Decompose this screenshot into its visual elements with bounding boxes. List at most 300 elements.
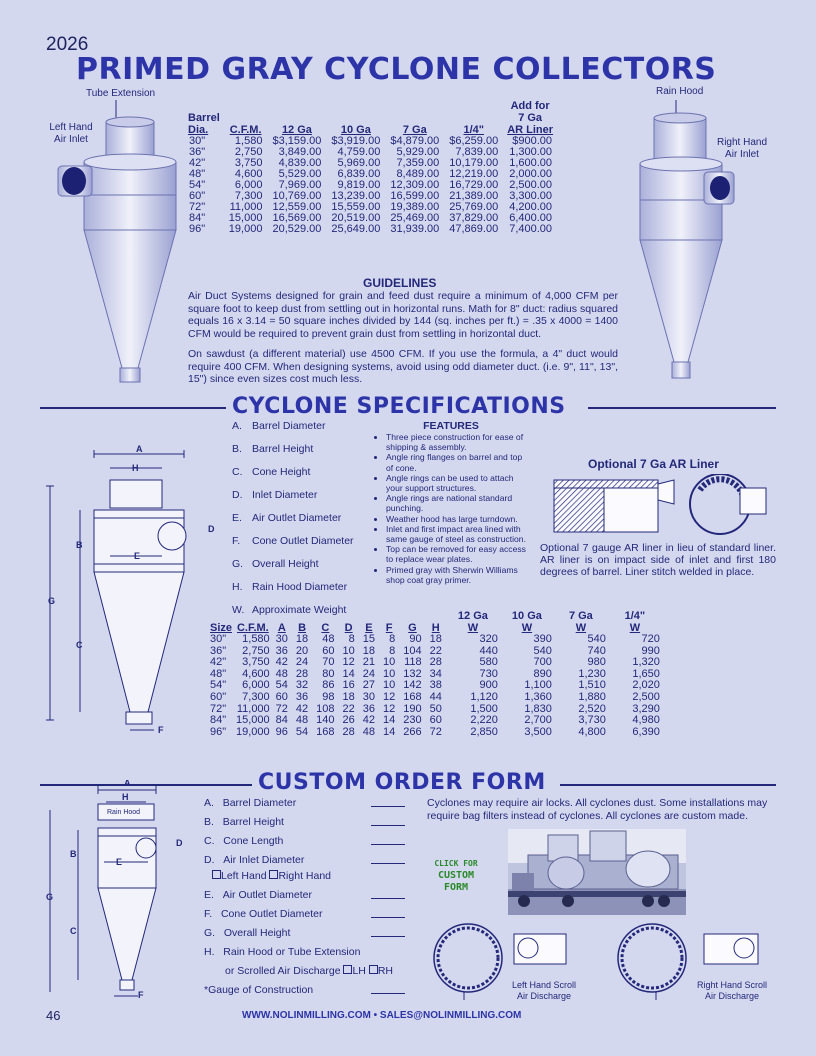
spec-table-body: [208, 634, 662, 738]
price-cell: 4,759.00: [337, 146, 381, 158]
spec-cell: 36: [275, 644, 288, 657]
rh-label: RH: [377, 965, 393, 977]
spec-letter: F.: [232, 535, 241, 547]
spec-cell: 7,300: [242, 690, 270, 703]
spec-cell: 720: [641, 633, 660, 645]
left-inlet-label-2: Air Inlet: [54, 134, 88, 145]
price-table-header: [184, 100, 557, 136]
spec-cell: 14: [383, 714, 396, 727]
spec-cell: 1,510: [578, 679, 606, 692]
spec-col-header: B: [298, 622, 307, 634]
price-cell: 25,769.00: [449, 201, 499, 213]
price-row: [184, 224, 557, 235]
spec-row: [208, 715, 662, 727]
spec-cell: 980: [587, 656, 606, 669]
spec-cell: 26: [342, 714, 355, 727]
guidelines-paragraph-2: On sawdust (a different material) use 4500 CFM. If you use the formula, a 4" duct would require 400 CFM. When designing systems, avoid using odd diameter duct. (i.e. 9", 11", 13", 15") since even sizes cost much less.: [188, 348, 618, 385]
spec-cell: 28: [429, 656, 442, 669]
feature-item: • Angle rings can be used to attach your support structures.: [386, 473, 526, 493]
divider-right: [588, 407, 776, 409]
order-diagram: [44, 780, 194, 1000]
spec-cell: 1,120: [470, 690, 498, 703]
price-table-body: [184, 136, 557, 235]
spec-cell: 11,000: [236, 702, 270, 715]
footer-contact[interactable]: WWW.NOLINMILLING.COM • SALES@NOLINMILLING.COM: [242, 1010, 522, 1021]
spec-col-header: D: [344, 622, 353, 634]
feature-item: • Weather hood has large turndown.: [386, 514, 526, 524]
spec-cell: 44: [429, 690, 442, 703]
price-cell: 21,389.00: [449, 190, 499, 202]
spec-cell: 10: [383, 667, 396, 680]
guidelines-paragraph-1: Air Duct Systems designed for grain and feed dust require a minimum of 4,000 CFM per square foot to keep dust from settling out in horizontal runs. Math for 8" duct: radius squared equals 16 x 3.14 = 50 square inches divided by 144 (sq. inches per ft.) = .35 x 4000 = 1400 CFM would be required to prevent grain dust from settling in horizontal duct.: [188, 290, 618, 340]
dim-a-label: A: [136, 444, 143, 454]
weight-head-10ga: 10 Ga: [511, 610, 542, 622]
spec-cell: 3,500: [524, 725, 552, 738]
left-scroll-diagram: [428, 918, 510, 1002]
price-cell: 48": [189, 168, 206, 180]
spec-label: Barrel Diameter: [252, 420, 326, 432]
col-quarter: 1/4": [463, 124, 484, 136]
spec-letter: G.: [232, 558, 244, 570]
order-item-b: [204, 816, 414, 835]
order-blank-b[interactable]: [371, 825, 405, 826]
order-dim-d: D: [176, 838, 183, 848]
spec-cell: 42": [210, 656, 227, 669]
price-cell: 6,000: [234, 179, 263, 191]
spec-cell: 80: [322, 667, 335, 680]
spec-cell: 1,650: [632, 667, 660, 680]
left-hand-checkbox[interactable]: [212, 870, 221, 879]
spec-cell: 104: [403, 644, 422, 657]
spec-cell: 22: [342, 702, 355, 715]
spec-col-header: E: [365, 622, 373, 634]
price-cell: 4,600: [234, 168, 263, 180]
tube-extension-label: Tube Extension: [86, 88, 156, 99]
order-dim-b: B: [70, 849, 77, 859]
spec-label: Barrel Height: [252, 443, 314, 455]
spec-cell: 730: [479, 667, 498, 680]
order-inlet-choice: [204, 870, 414, 889]
spec-weight-head-row: [208, 610, 662, 622]
spec-cell: 6,390: [632, 725, 660, 738]
price-cell: 54": [189, 179, 206, 191]
dim-f-label: F: [158, 725, 164, 735]
order-letter: H.: [204, 946, 215, 958]
spec-cell: 4,800: [578, 725, 606, 738]
price-cell: 7,359.00: [396, 157, 440, 169]
spec-row: [208, 692, 662, 704]
spec-label: Air Outlet Diameter: [252, 512, 342, 524]
spec-col-header: F: [385, 622, 393, 634]
price-cell: 13,239.00: [331, 190, 381, 202]
spec-cell: 27: [362, 679, 376, 692]
spec-letter: B.: [232, 443, 242, 455]
feature-item: • Angle ring flanges on barrel and top of cone.: [386, 452, 526, 472]
spec-cell: 3,290: [632, 702, 660, 715]
order-scroll-choice: [204, 965, 414, 984]
order-letter: G.: [204, 927, 216, 939]
header-add-for: Add for: [510, 100, 550, 112]
spec-item: [232, 558, 372, 581]
spec-cell: 42: [362, 714, 376, 727]
price-cell: 15,000: [228, 212, 263, 224]
spec-col-header: W: [467, 622, 479, 634]
spec-item: [232, 512, 372, 535]
order-label: Air Outlet Diameter: [222, 889, 312, 901]
spec-cell: 72: [429, 725, 442, 738]
spec-cell: 12: [383, 690, 396, 703]
spec-cell: 390: [533, 633, 552, 645]
spec-letter: H.: [232, 581, 243, 593]
price-cell: 19,000: [228, 223, 263, 235]
price-cell: 1,300.00: [509, 146, 553, 158]
price-cell: 42": [189, 157, 206, 169]
price-cell: 2,500.00: [509, 179, 553, 191]
spec-cell: 36": [210, 644, 227, 657]
price-cell: 30": [189, 135, 206, 147]
features-list: [376, 432, 526, 585]
spec-cell: 540: [587, 633, 606, 645]
col-10ga: 10 Ga: [340, 124, 371, 136]
price-cell: 7,300: [234, 190, 263, 202]
spec-cell: 20: [295, 644, 309, 657]
order-item-a: [204, 797, 414, 816]
order-item-e: [204, 889, 414, 908]
order-blank-g[interactable]: [371, 936, 405, 937]
spec-col-header: C: [321, 622, 330, 634]
price-cell: 1,600.00: [509, 157, 553, 169]
price-cell: 2,750: [234, 146, 263, 158]
order-blank-d[interactable]: [371, 863, 405, 864]
spec-cell: 28: [342, 725, 355, 738]
spec-cell: 19,000: [236, 725, 270, 738]
spec-cell: 24: [362, 667, 376, 680]
col-barrel-dia: [184, 100, 224, 136]
price-cell: 7,400.00: [509, 223, 553, 235]
dim-h-label: H: [132, 463, 139, 473]
spec-cell: 15,000: [236, 714, 270, 727]
spec-cell: 1,580: [242, 633, 270, 645]
left-inlet-label-1: Left Hand: [49, 122, 93, 133]
order-blank-f[interactable]: [371, 917, 405, 918]
spec-col-header: H: [431, 622, 440, 634]
spec-label: Approximate Weight: [252, 604, 347, 616]
click-line-1: CLICK FOR: [434, 859, 478, 868]
order-rain-hood-label: Rain Hood: [107, 809, 141, 816]
page-number: 46: [46, 1008, 61, 1023]
price-cell: 6,839.00: [337, 168, 381, 180]
spec-cell: 132: [403, 667, 422, 680]
spec-cell: 30: [275, 633, 288, 645]
spec-item: [232, 466, 372, 489]
price-cell: 9,819.00: [337, 179, 381, 191]
right-scroll-label-1: Right Hand Scroll: [696, 980, 768, 990]
spec-label: Cone Outlet Diameter: [252, 535, 354, 547]
year: 2026: [46, 34, 89, 55]
right-scroll-diagram: [612, 918, 696, 1002]
spec-cell: 24: [295, 656, 309, 669]
features-box: [376, 420, 526, 585]
spec-cell: 16: [342, 679, 355, 692]
price-cell: $4,879.00: [390, 135, 440, 147]
order-letter: C.: [204, 835, 215, 847]
spec-cell: 22: [429, 644, 442, 657]
spec-cell: 10: [383, 656, 396, 669]
price-cell: 84": [189, 212, 206, 224]
price-cell: 19,389.00: [390, 201, 440, 213]
spec-cell: 990: [641, 644, 660, 657]
price-cell: 36": [189, 146, 206, 158]
price-cell: 4,200.00: [509, 201, 553, 213]
order-item-d: [204, 854, 414, 870]
dim-b-label: B: [76, 540, 83, 550]
spec-col-header: Size: [210, 622, 233, 634]
spec-table: [208, 610, 662, 738]
gauge-label: *Gauge of Construction: [204, 984, 314, 996]
spec-cell: 580: [479, 656, 498, 669]
left-cyclone-image: [54, 100, 186, 385]
spec-cell: 21: [362, 656, 376, 669]
dim-g-label: G: [48, 596, 56, 606]
spec-cell: 8: [389, 644, 396, 657]
spec-cell: 3,750: [242, 656, 270, 669]
price-cell: 16,729.00: [449, 179, 499, 191]
click-line-2: CUSTOM FORM: [437, 870, 475, 893]
price-table: [184, 100, 557, 235]
spec-item: [232, 489, 372, 512]
spec-cell: 48: [322, 633, 335, 645]
col-7ga: 7 Ga: [402, 124, 427, 136]
spec-col-header: W: [575, 622, 587, 634]
spec-cell: 1,230: [578, 667, 606, 680]
order-note: Cyclones may require air locks. All cyclones dust. Some installations may require bag filters instead of cyclones. All cyclones are custom made.: [427, 797, 768, 822]
header-dia: Dia.: [188, 124, 209, 136]
spec-cell: 60": [210, 690, 227, 703]
spec-letter: C.: [232, 466, 243, 478]
order-label: Overall Height: [223, 927, 291, 939]
spec-cell: 18: [362, 644, 376, 657]
feature-item: • Top can be removed for easy access to replace wear plates.: [386, 544, 526, 564]
rh-checkbox[interactable]: [369, 965, 378, 974]
spec-cell: 96": [210, 725, 227, 738]
spec-cell: 10: [383, 679, 396, 692]
price-cell: 10,179.00: [449, 157, 499, 169]
price-cell: 12,219.00: [449, 168, 499, 180]
right-scroll-side: [702, 932, 764, 968]
spec-cell: 84: [275, 714, 288, 727]
weight-head-12ga: 12 Ga: [457, 610, 488, 622]
price-cell: 4,839.00: [278, 157, 322, 169]
order-blank-a[interactable]: [371, 806, 405, 807]
spec-label: Inlet Diameter: [252, 489, 318, 501]
spec-cell: 700: [533, 656, 552, 669]
spec-cell: 118: [404, 656, 422, 669]
spec-cell: 54: [275, 679, 288, 692]
price-cell: 12,309.00: [390, 179, 440, 191]
price-cell: 15,559.00: [331, 201, 381, 213]
order-letter: B.: [204, 816, 214, 828]
spec-cell: 18: [342, 690, 355, 703]
feature-item: • Inlet and first impact area lined with same gauge of steel as construction.: [386, 524, 526, 544]
spec-cell: 96: [275, 725, 288, 738]
order-label: Rain Hood or Tube Extension: [223, 946, 361, 958]
spec-col-header: W: [629, 622, 641, 634]
order-letter: D.: [204, 854, 215, 866]
spec-cell: 72": [210, 702, 227, 715]
order-letter: A.: [204, 797, 214, 809]
order-label: Cone Length: [223, 835, 284, 847]
spec-col-header: A: [277, 622, 286, 634]
price-cell: 11,000: [229, 201, 263, 213]
spec-cell: 890: [533, 667, 552, 680]
order-label: Cone Outlet Diameter: [220, 908, 323, 920]
right-cyclone-image: [630, 100, 740, 385]
spec-cell: 2,500: [632, 690, 660, 703]
feature-item: • Primed gray with Sherwin Williams shop coat gray primer.: [386, 565, 526, 585]
spec-cell: 1,360: [524, 690, 552, 703]
spec-cell: 42: [295, 702, 309, 715]
spec-cell: 12: [383, 702, 396, 715]
order-item-f: [204, 908, 414, 927]
spec-cell: 140: [316, 714, 335, 727]
order-blank-gauge[interactable]: [371, 993, 405, 994]
spec-cell: 8: [348, 633, 355, 645]
price-cell: 6,400.00: [509, 212, 553, 224]
spec-cell: 18: [295, 633, 309, 645]
spec-cell: 54": [210, 679, 227, 692]
spec-cell: 230: [403, 714, 422, 727]
spec-cell: 70: [322, 656, 335, 669]
price-cell: $900.00: [512, 135, 553, 147]
order-form-list: [204, 797, 414, 1003]
spec-cell: 14: [383, 725, 396, 738]
price-cell: 12,559.00: [272, 201, 322, 213]
spec-cell: 1,320: [632, 656, 660, 669]
spec-cell: 1,500: [470, 702, 498, 715]
click-for-custom-form[interactable]: [424, 858, 488, 894]
feature-item: • Angle rings are national standard punching.: [386, 493, 526, 513]
weight-head-7ga: 7 Ga: [568, 610, 593, 622]
feature-item: • Three piece construction for ease of shipping & assembly.: [386, 432, 526, 452]
spec-cell: 72: [275, 702, 288, 715]
guidelines-heading: GUIDELINES: [363, 276, 437, 290]
spec-item: [232, 420, 372, 443]
spec-cell: 32: [295, 679, 309, 692]
spec-label: Cone Height: [252, 466, 311, 478]
price-cell: 3,750: [234, 157, 263, 169]
spec-cell: 540: [533, 644, 552, 657]
spec-cell: 320: [479, 633, 498, 645]
spec-col-header: G: [408, 622, 417, 634]
order-dim-h: H: [122, 792, 129, 802]
spec-cell: 1,100: [524, 679, 552, 692]
spec-cell: 4,600: [242, 667, 270, 680]
price-cell: 47,869.00: [449, 223, 499, 235]
order-blank-c[interactable]: [371, 844, 405, 845]
left-hand-label: Left Hand: [221, 870, 267, 882]
spec-cell: 2,850: [470, 725, 498, 738]
specs-heading: CYCLONE SPECIFICATIONS: [232, 394, 566, 419]
spec-cell: 1,830: [524, 702, 552, 715]
spec-cell: 2,220: [470, 714, 498, 727]
spec-head-spacer: [208, 610, 446, 622]
spec-diagram: [44, 440, 234, 740]
spec-row: [208, 727, 662, 739]
liner-diagram: [552, 474, 772, 536]
spec-cell: 2,700: [524, 714, 552, 727]
right-inlet-label-1: Right Hand: [716, 137, 768, 148]
spec-cell: 42: [275, 656, 288, 669]
col-cfm: C.F.M.: [229, 124, 262, 136]
lh-label: LH: [352, 965, 366, 977]
features-heading: FEATURES: [423, 420, 479, 432]
order-item-g: [204, 927, 414, 946]
spec-cell: 18: [429, 633, 442, 645]
spec-cell: 48: [295, 714, 309, 727]
left-scroll-side: [512, 932, 572, 968]
price-cell: 2,000.00: [509, 168, 553, 180]
rain-hood-label: Rain Hood: [656, 86, 704, 97]
spec-letter: A.: [232, 420, 242, 432]
left-scroll-label-2: Air Discharge: [516, 991, 572, 1001]
spec-letter: D.: [232, 489, 243, 501]
divider-left: [40, 407, 226, 409]
spec-cell: 12: [342, 656, 355, 669]
spec-cell: 98: [322, 690, 335, 703]
spec-cell: 15: [362, 633, 376, 645]
right-inlet-label-2: Air Inlet: [725, 149, 759, 160]
spec-cell: 54: [295, 725, 309, 738]
spec-list: [232, 420, 372, 627]
right-scroll-label: [690, 980, 774, 1002]
spec-cell: 60: [429, 714, 442, 727]
price-cell: $6,259.00: [449, 135, 499, 147]
price-cell: 31,939.00: [390, 223, 440, 235]
price-cell: 96": [189, 223, 206, 235]
spec-cell: 440: [479, 644, 498, 657]
dim-e-label: E: [134, 551, 141, 561]
spec-label: Overall Height: [252, 558, 319, 570]
order-dim-g: G: [46, 892, 54, 902]
order-label: Air Inlet Diameter: [223, 854, 305, 866]
spec-col-header: C.F.M.: [236, 622, 269, 634]
order-letter: F.: [204, 908, 213, 920]
header-7ga: 7 Ga: [518, 112, 543, 124]
price-cell: 37,829.00: [449, 212, 499, 224]
spec-cell: 84": [210, 714, 227, 727]
header-ar-liner: AR Liner: [507, 124, 554, 136]
spec-cell: 10: [342, 644, 355, 657]
spec-cell: 34: [429, 667, 442, 680]
spec-cell: 60: [322, 644, 335, 657]
right-scroll-label-2: Air Discharge: [704, 991, 760, 1001]
order-dim-a: A: [124, 780, 131, 788]
scroll-line-label: or Scrolled Air Discharge: [225, 965, 341, 977]
order-item-c: [204, 835, 414, 854]
divider-right-2: [560, 784, 776, 786]
spec-cell: 48: [362, 725, 376, 738]
spec-cell: 14: [342, 667, 355, 680]
spec-col-header: W: [521, 622, 533, 634]
spec-cell: 190: [403, 702, 422, 715]
order-letter: E.: [204, 889, 214, 901]
left-scroll-label-1: Left Hand Scroll: [511, 980, 577, 990]
order-blank-e[interactable]: [371, 898, 405, 899]
order-item-h: [204, 946, 414, 965]
price-cell: $3,919.00: [331, 135, 381, 147]
price-cell: 1,580: [234, 135, 263, 147]
left-scroll-label: [502, 980, 586, 1002]
